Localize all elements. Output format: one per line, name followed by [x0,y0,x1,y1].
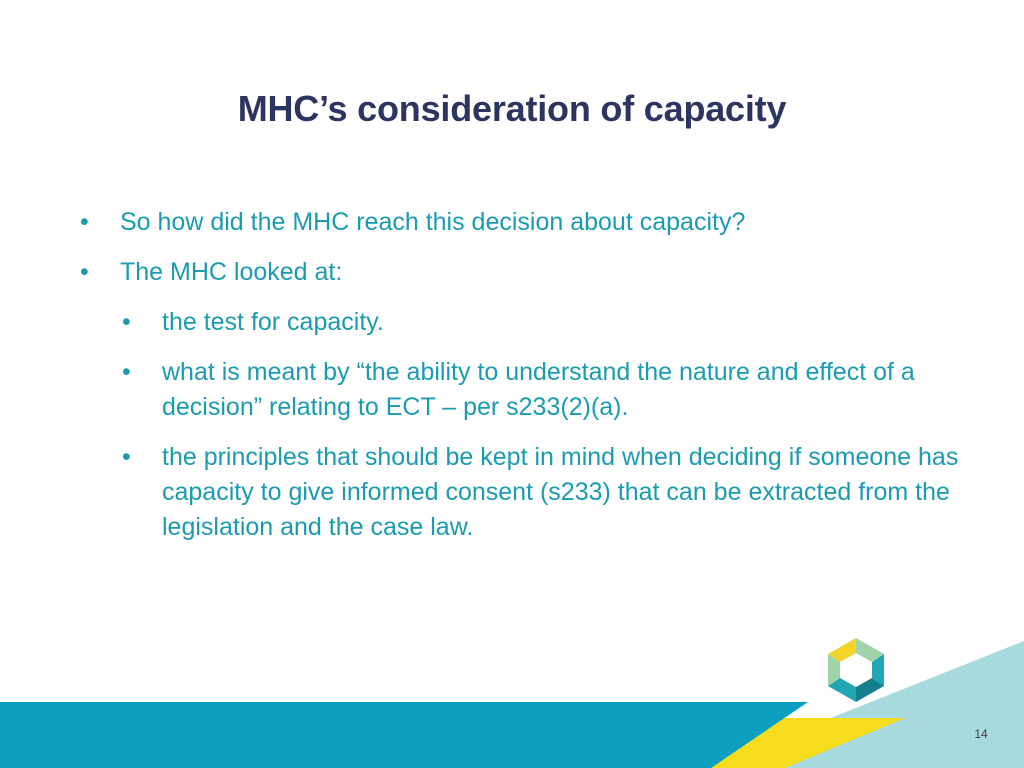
hexagon-cube-logo-icon [826,637,886,703]
slide-title: MHC’s consideration of capacity [237,88,787,129]
bullet-text: the principles that should be kept in mind when deciding if someone has capacity to give informed consent (s233) that can be extracted from the legislation and the case law. [162,443,959,541]
bullet-marker: • [122,443,131,471]
bullet-marker: • [122,358,131,386]
bullet-marker: • [80,258,89,286]
teal-band [0,702,808,768]
page-number: 14 [974,727,988,741]
bullet-marker: • [80,208,89,236]
bullet-text: what is meant by “the ability to understand the nature and effect of a decision” relating to ECT – per s233(2)(a). [162,358,915,421]
bullet-text: The MHC looked at: [120,258,343,286]
bullet-marker: • [122,308,131,336]
bullet-text: So how did the MHC reach this decision about capacity? [120,208,746,236]
bullet-text: the test for capacity. [162,308,384,336]
